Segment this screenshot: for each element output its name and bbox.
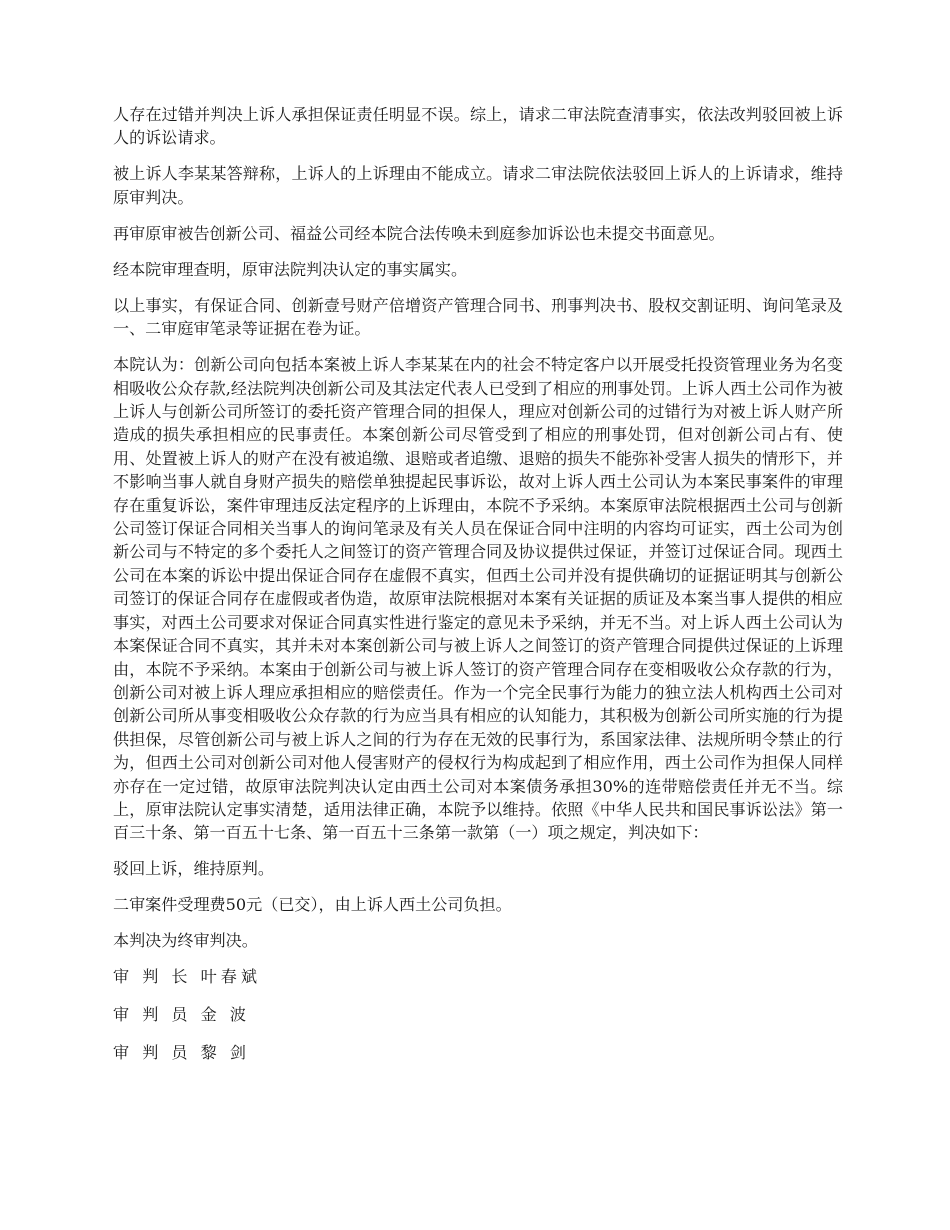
paragraph-court-fees: 二审案件受理费50元（已交），由上诉人西土公司负担。 [113, 895, 512, 915]
signature-judge-1: 审 判 员 金 波 [113, 1005, 250, 1025]
paragraph-appeal-request: 人存在过错并判决上诉人承担保证责任明显不误。综上，请求二审法院查清事实，依法改判驳回被上诉人的诉讼请求。 [113, 105, 843, 148]
paragraph-facts-found: 经本院审理查明，原审法院判决认定的事实属实。 [113, 259, 468, 279]
paragraph-court-opinion: 本院认为：创新公司向包括本案被上诉人李某某在内的社会不特定客户以开展受托投资管理业务为名变相吸收公众存款,经法院判决创新公司及其法定代表人已受到了相应的刑事处罚。上诉人西土公司作为被上诉人与创新公司所签订的委托资产管理合同的担保人，理应对创新公司的过错行为对被上诉人财产所造成的损失承担相应的民事责任。本案创新公司尽管受到了相应的刑事处罚，但对创新公司占有、使用、处置被上诉人的财产在没有被追缴、退赔或者追缴、退赔的损失不能弥补受害人损失的情形下，并不影响当事人就自身财产损失的赔偿单独提起民事诉讼，故对上诉人西土公司认为本案民事案件的审理存在重复诉讼，案件审理违反法定程序的上诉理由，本院不予采纳。本案原审法院根据西土公司与创新公司签订保证合同相关当事人的询问笔录及有关人员在保证合同中注明的内容均可证实，西土公司为创新公司与不特定的多个委托人之间签订的资产管理合同及协议提供过保证，并签订过保证合同。现西土公司在本案的诉讼中提出保证合同存在虚假不真实，但西土公司并没有提供确切的证据证明其与创新公司签订的保证合同存在虚假或者伪造，故原审法院根据对本案有关证据的质证及本案当事人提供的相应事实，对西土公司要求对保证合同真实性进行鉴定的意见未予采纳，并无不当。对上诉人西土公司认为本案保证合同不真实，其并未对本案创新公司与被上诉人之间签订的资产管理合同提供过保证的上诉理由，本院不予采纳。本案由于创新公司与被上诉人签订的资产管理合同存在变相吸收公众存款的行为，创新公司对被上诉人理应承担相应的赔偿责任。作为一个完全民事行为能力的独立法人机构西土公司对创新公司所从事变相吸收公众存款的行为应当具有相应的认知能力，其积极为创新公司所实施的行为提供担保，尽管创新公司与被上诉人之间的行为存在无效的民事行为，系国家法律、法规所明令禁止的行为，但西土公司对创新公司对他人侵害财产的侵权行为构成起到了相应作用，西土公司作为担保人同样亦存在一定过错，故原审法院判决认定由西土公司对本案债务承担30%的连带赔偿责任并无不当。综上，原审法院认定事实清楚，适用法律正确，本院予以维持。依照《中华人民共和国民事诉讼法》第一百三十条、第一百五十七条、第一百五十三条第一款第（一）项之规定，判决如下： [113, 355, 843, 843]
paragraph-evidence: 以上事实，有保证合同、创新壹号财产倍增资产管理合同书、刑事判决书、股权交割证明、询问笔录及一、二审庭审笔录等证据在卷为证。 [113, 295, 843, 339]
signature-judge-2: 审 判 员 黎 剑 [113, 1043, 250, 1063]
signature-presiding-judge: 审 判 长 叶春斌 [113, 967, 261, 987]
paragraph-verdict: 驳回上诉，维持原判。 [113, 859, 274, 879]
paragraph-absent-defendants: 再审原审被告创新公司、福益公司经本院合法传唤未到庭参加诉讼也未提交书面意见。 [113, 223, 725, 243]
paragraph-appellee-reply: 被上诉人李某某答辩称，上诉人的上诉理由不能成立。请求二审法院依法驳回上诉人的上诉请求，维持原审判决。 [113, 164, 843, 207]
judgment-document [113, 103, 843, 1079]
paragraph-final-judgment: 本判决为终审判决。 [113, 931, 258, 951]
